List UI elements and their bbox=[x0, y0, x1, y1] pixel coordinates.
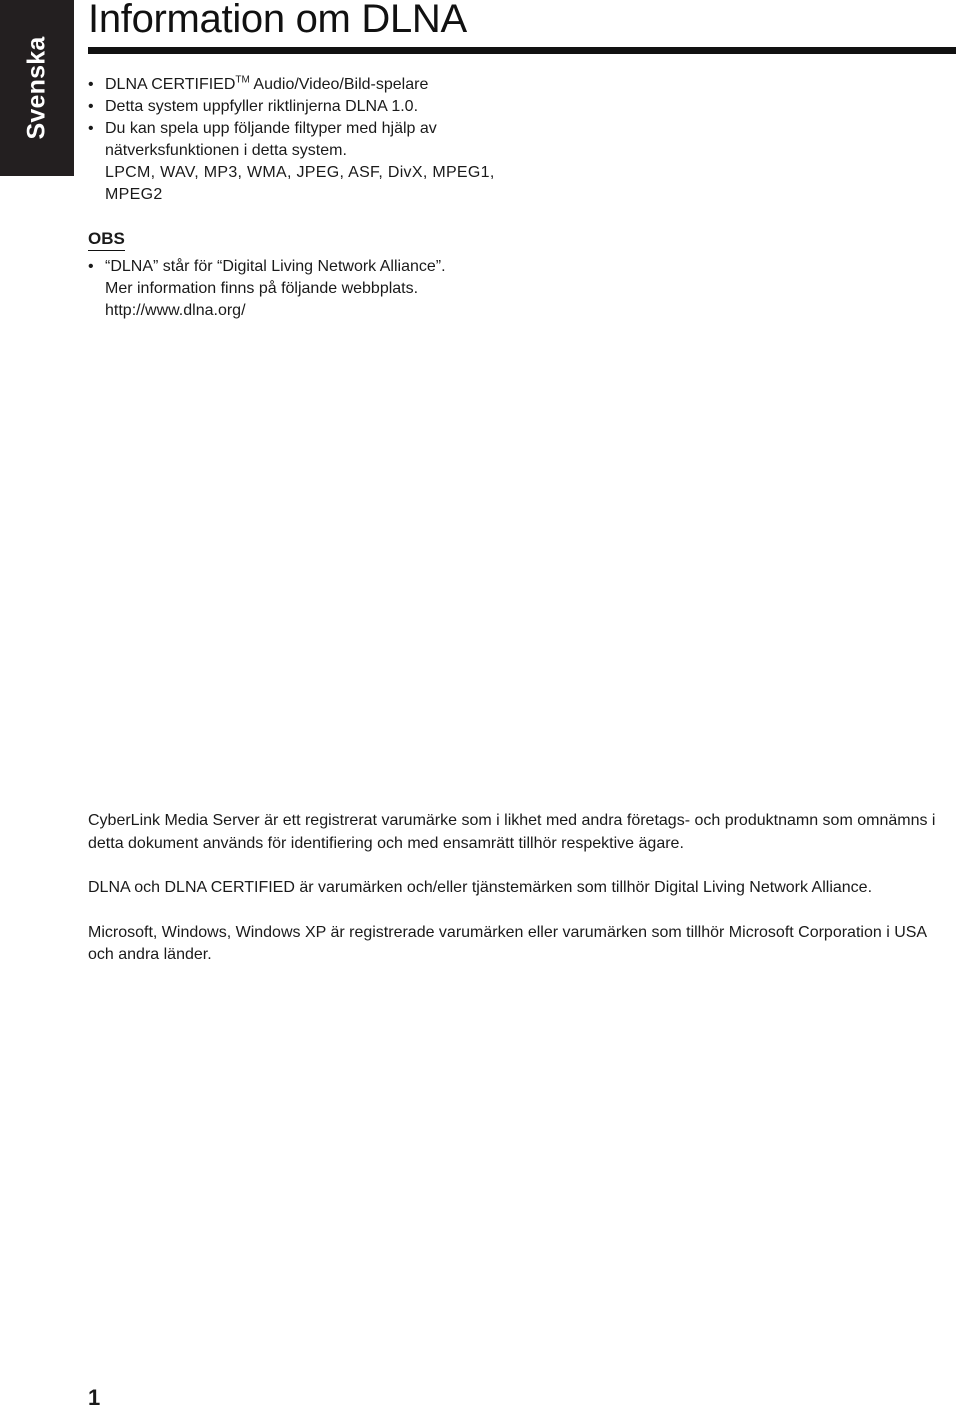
note-list bbox=[88, 256, 518, 322]
page-title: Information om DLNA bbox=[88, 0, 467, 41]
trademark-paragraph: CyberLink Media Server är ett registrerat varumärke som i likhet med andra företags- och produktnamn som omnämns i detta dokument används för identifiering och med ensamrätt tillhör respektive ägare. bbox=[88, 812, 936, 852]
trademark-paragraph: Microsoft, Windows, Windows XP är registrerade varumärken eller varumärken som tillhör Microsoft Corporation i USA och andra länder. bbox=[88, 923, 927, 963]
note-heading: OBS bbox=[88, 228, 125, 251]
note-line: “DLNA” står för “Digital Living Network Alliance”. bbox=[105, 258, 446, 275]
list-item bbox=[88, 74, 518, 96]
trademark-superscript: TM bbox=[235, 74, 250, 86]
language-tab-label: Svenska bbox=[22, 36, 51, 140]
guideline-text: Detta system uppfyller riktlinjerna DLNA 1.0. bbox=[105, 98, 419, 115]
certified-suffix: Audio/Video/Bild-spelare bbox=[249, 76, 429, 93]
bullet-icon: • bbox=[88, 76, 94, 93]
list-item bbox=[88, 118, 518, 206]
list-item bbox=[88, 256, 518, 322]
certified-text: DLNA CERTIFIED bbox=[105, 76, 236, 93]
bullet-icon: • bbox=[88, 120, 94, 137]
feature-list bbox=[88, 74, 518, 206]
filetypes-text: Du kan spela upp följande filtyper med hjälp av nätverksfunktionen i detta system. bbox=[105, 120, 437, 159]
note-line: Mer information finns på följande webbplats. bbox=[105, 280, 419, 297]
list-item bbox=[88, 96, 518, 118]
bullet-icon: • bbox=[88, 98, 94, 115]
page-number: 1 bbox=[88, 1385, 101, 1410]
language-tab bbox=[0, 0, 74, 176]
title-rule bbox=[88, 47, 956, 54]
dlna-url: http://www.dlna.org/ bbox=[105, 302, 246, 319]
bullet-icon: • bbox=[88, 258, 94, 275]
trademark-paragraph: DLNA och DLNA CERTIFIED är varumärken och/eller tjänstemärken som tillhör Digital Living Network Alliance. bbox=[88, 879, 873, 896]
format-list: LPCM, WAV, MP3, WMA, JPEG, ASF, DivX, MPEG1, MPEG2 bbox=[105, 164, 495, 203]
trademark-notices bbox=[88, 810, 956, 989]
